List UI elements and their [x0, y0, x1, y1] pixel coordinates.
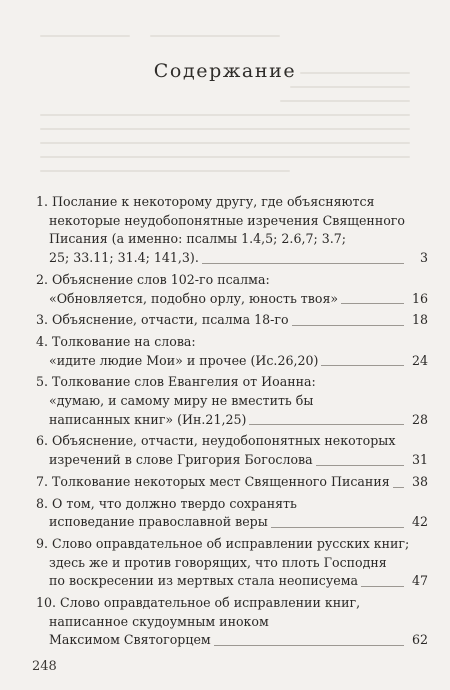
toc-entry-text: 10. Слово оправдательное об исправлении книг,	[36, 595, 361, 611]
page-title: Содержание	[153, 60, 297, 82]
toc-entry-text: «Обновляется, подобно орлу, юность твоя»	[49, 290, 339, 306]
toc-entry-last-line	[36, 631, 428, 650]
toc-entry-text: «думаю, и самому миру не вместить бы	[49, 393, 314, 409]
leader-line	[316, 465, 404, 466]
toc-entry	[36, 535, 428, 591]
toc-entry-text: «идите людие Мои» и прочее (Ис.26,20)	[49, 352, 319, 368]
leader-line	[202, 263, 404, 264]
leader-line	[361, 586, 404, 587]
toc-entry-text: 1. Послание к некоторому другу, где объясняются	[36, 194, 375, 209]
toc-entry-last-line	[36, 473, 428, 492]
toc-entry-text: 7. Толкование некоторых мест Священного Писания	[36, 473, 390, 489]
toc-entry-text: здесь же и против говорящих, что плоть Господня	[49, 554, 387, 570]
toc-entry-last-line	[36, 249, 428, 268]
leader-line	[393, 487, 404, 488]
table-of-contents	[36, 193, 428, 653]
toc-entry-last-line	[36, 572, 428, 591]
toc-entry-text: 9. Слово оправдательное об исправлении русских книг;	[36, 535, 410, 551]
toc-entry-last-line	[36, 311, 428, 330]
leader-line	[249, 424, 404, 425]
toc-entry-text: 6. Объяснение, отчасти, неудобопонятных некоторых	[36, 433, 396, 449]
leader-line	[321, 365, 404, 366]
toc-entry-text: 3. Объяснение, отчасти, псалма 18-го	[36, 312, 289, 328]
toc-entry	[36, 495, 428, 532]
toc-entry-last-line	[36, 411, 428, 430]
toc-entry-last-line	[36, 352, 428, 371]
toc-page-number: 28	[411, 411, 428, 427]
toc-entry-text: 2. Объяснение слов 102-го псалма:	[36, 271, 270, 287]
toc-page-number: 3	[419, 250, 428, 266]
toc-page-number: 24	[411, 352, 428, 368]
toc-entry	[36, 271, 428, 308]
toc-entry-text: 8. О том, что должно твердо сохранять	[36, 495, 297, 511]
leader-line	[292, 325, 404, 326]
toc-entry	[36, 333, 428, 370]
leader-line	[214, 645, 404, 646]
toc-entry-last-line	[36, 513, 428, 532]
toc-entry-text: некоторые неудобопонятные изречения Священного	[49, 212, 405, 228]
toc-entry-text: Писания (а именно: псалмы 1.4,5; 2.6,7; 3.7;	[49, 231, 346, 247]
toc-page-number: 38	[411, 473, 428, 489]
toc-page-number: 18	[411, 312, 428, 328]
leader-line	[341, 303, 404, 304]
toc-page-number: 47	[411, 573, 428, 589]
bleed-through-text	[0, 0, 450, 185]
toc-entry	[36, 473, 428, 492]
toc-entry	[36, 432, 428, 469]
toc-entry-text: 4. Толкование на слова:	[36, 333, 196, 349]
toc-page-number: 62	[411, 632, 428, 648]
toc-entry	[36, 193, 428, 268]
toc-entry-last-line	[36, 290, 428, 309]
toc-page-number: 16	[411, 290, 428, 306]
toc-entry-text: 25; 33.11; 31.4; 141,3).	[49, 250, 199, 266]
toc-entry-text: изречений в слове Григория Богослова	[49, 452, 313, 468]
toc-entry-text: написанное скудоумным иноком	[49, 613, 269, 629]
toc-page-number: 42	[411, 514, 428, 530]
leader-line	[271, 527, 404, 528]
toc-entry-text: по воскресении из мертвых стала неописуема	[49, 573, 359, 589]
toc-entry-text: написанных книг» (Ин.21,25)	[49, 411, 247, 427]
toc-entry	[36, 594, 428, 650]
toc-entry-text: 5. Толкование слов Евангелия от Иоанна:	[36, 374, 316, 390]
page-number: 248	[32, 659, 57, 674]
toc-entry-text: Максимом Святогорцем	[49, 632, 211, 648]
toc-entry-last-line	[36, 451, 428, 470]
toc-entry-text: исповедание православной веры	[49, 514, 268, 530]
toc-entry	[36, 311, 428, 330]
toc-entry	[36, 373, 428, 429]
toc-page-number: 31	[411, 452, 428, 468]
